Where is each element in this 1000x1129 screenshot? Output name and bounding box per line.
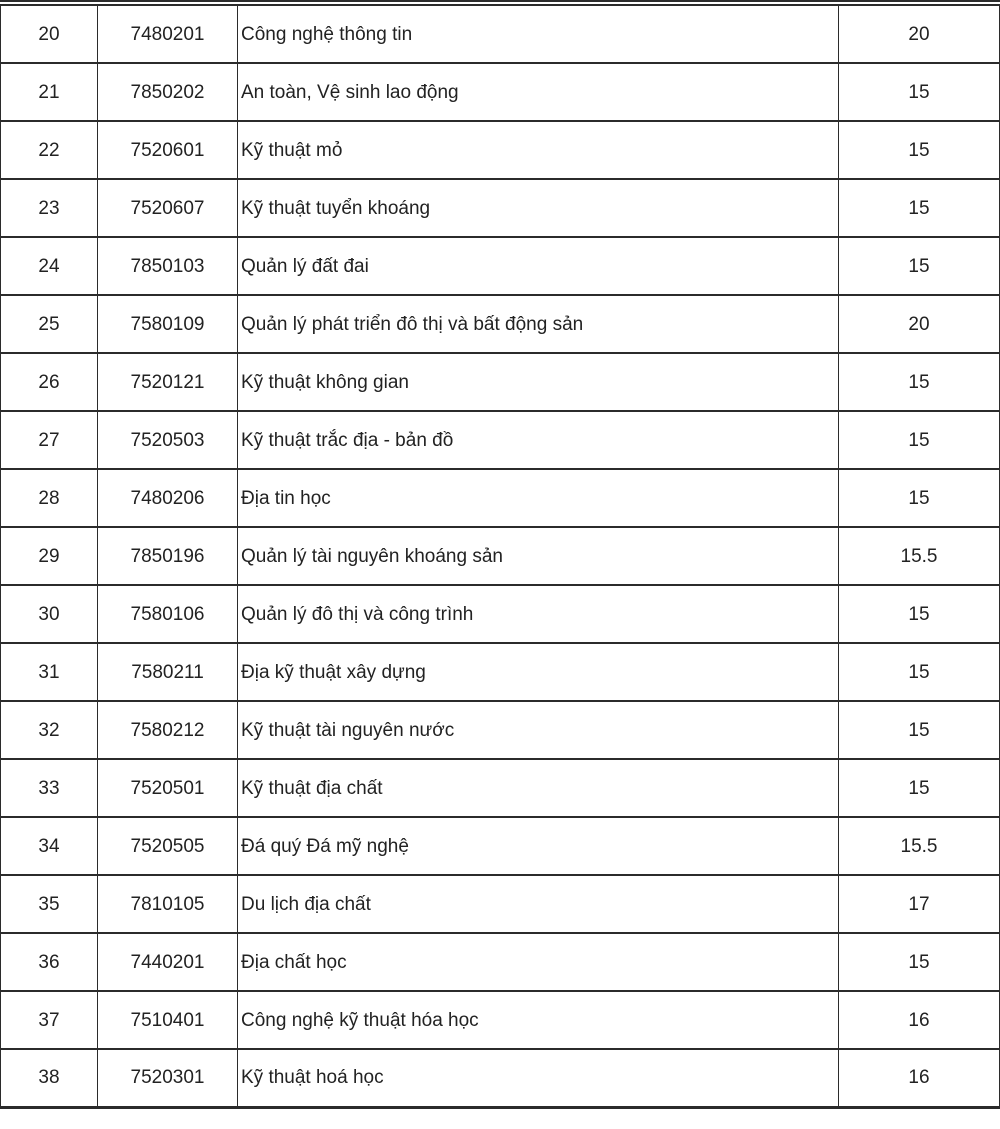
program-code: 7480206 [98, 469, 238, 527]
program-code: 7520505 [98, 817, 238, 875]
benchmark-score: 15 [839, 933, 1000, 991]
program-code: 7520301 [98, 1049, 238, 1107]
benchmark-score: 15 [839, 353, 1000, 411]
benchmark-score: 16 [839, 1049, 1000, 1107]
program-code: 7520121 [98, 353, 238, 411]
program-name: An toàn, Vệ sinh lao động [238, 63, 839, 121]
table-row [1, 643, 1000, 701]
row-number: 34 [1, 817, 98, 875]
table-row [1, 817, 1000, 875]
program-code: 7520607 [98, 179, 238, 237]
program-name: Công nghệ kỹ thuật hóa học [238, 991, 839, 1049]
row-number: 31 [1, 643, 98, 701]
table-row [1, 469, 1000, 527]
program-name: Quản lý đất đai [238, 237, 839, 295]
benchmark-score: 15.5 [839, 817, 1000, 875]
table-row [1, 1049, 1000, 1107]
program-name: Địa kỹ thuật xây dựng [238, 643, 839, 701]
row-number: 38 [1, 1049, 98, 1107]
table-row [1, 121, 1000, 179]
benchmark-score: 17 [839, 875, 1000, 933]
benchmark-score: 15 [839, 701, 1000, 759]
row-number: 28 [1, 469, 98, 527]
benchmark-score: 15.5 [839, 527, 1000, 585]
program-name: Kỹ thuật hoá học [238, 1049, 839, 1107]
program-code: 7850103 [98, 237, 238, 295]
row-number: 37 [1, 991, 98, 1049]
row-number: 32 [1, 701, 98, 759]
program-code: 7810105 [98, 875, 238, 933]
row-number: 29 [1, 527, 98, 585]
program-code: 7850196 [98, 527, 238, 585]
benchmark-score: 15 [839, 759, 1000, 817]
benchmark-score: 15 [839, 121, 1000, 179]
benchmark-score: 15 [839, 237, 1000, 295]
benchmark-score: 20 [839, 5, 1000, 63]
table-row [1, 701, 1000, 759]
program-code: 7580212 [98, 701, 238, 759]
program-name: Đá quý Đá mỹ nghệ [238, 817, 839, 875]
benchmark-score: 15 [839, 411, 1000, 469]
program-code: 7520501 [98, 759, 238, 817]
table-row [1, 237, 1000, 295]
table-row [1, 5, 1000, 63]
program-code: 7520601 [98, 121, 238, 179]
row-number: 27 [1, 411, 98, 469]
benchmark-score: 15 [839, 643, 1000, 701]
program-name: Kỹ thuật mỏ [238, 121, 839, 179]
program-code: 7440201 [98, 933, 238, 991]
program-code: 7580211 [98, 643, 238, 701]
benchmark-score: 15 [839, 63, 1000, 121]
row-number: 36 [1, 933, 98, 991]
program-code: 7580106 [98, 585, 238, 643]
program-code: 7480201 [98, 5, 238, 63]
program-name: Kỹ thuật trắc địa - bản đồ [238, 411, 839, 469]
row-number: 22 [1, 121, 98, 179]
benchmark-score: 16 [839, 991, 1000, 1049]
program-name: Địa tin học [238, 469, 839, 527]
row-number: 33 [1, 759, 98, 817]
program-name: Kỹ thuật tuyển khoáng [238, 179, 839, 237]
row-number: 23 [1, 179, 98, 237]
table-row [1, 933, 1000, 991]
benchmark-score: 20 [839, 295, 1000, 353]
benchmark-score: 15 [839, 179, 1000, 237]
row-number: 26 [1, 353, 98, 411]
program-name: Quản lý phát triển đô thị và bất động sản [238, 295, 839, 353]
program-code: 7510401 [98, 991, 238, 1049]
table-row [1, 295, 1000, 353]
table-row [1, 527, 1000, 585]
program-name: Du lịch địa chất [238, 875, 839, 933]
table-row [1, 759, 1000, 817]
program-name: Kỹ thuật tài nguyên nước [238, 701, 839, 759]
program-name: Địa chất học [238, 933, 839, 991]
table-row [1, 179, 1000, 237]
table-row [1, 353, 1000, 411]
row-number: 20 [1, 5, 98, 63]
program-name: Kỹ thuật địa chất [238, 759, 839, 817]
table-row [1, 411, 1000, 469]
program-code: 7580109 [98, 295, 238, 353]
table-row [1, 991, 1000, 1049]
program-code: 7520503 [98, 411, 238, 469]
row-number: 24 [1, 237, 98, 295]
row-number: 30 [1, 585, 98, 643]
program-code: 7850202 [98, 63, 238, 121]
table-body [1, 5, 1000, 1107]
benchmark-score: 15 [839, 469, 1000, 527]
program-name: Quản lý đô thị và công trình [238, 585, 839, 643]
table-row [1, 585, 1000, 643]
program-name: Kỹ thuật không gian [238, 353, 839, 411]
table-row [1, 875, 1000, 933]
table-row [1, 63, 1000, 121]
row-number: 25 [1, 295, 98, 353]
admission-score-table [0, 4, 1000, 1109]
row-number: 21 [1, 63, 98, 121]
benchmark-score: 15 [839, 585, 1000, 643]
row-number: 35 [1, 875, 98, 933]
program-name: Công nghệ thông tin [238, 5, 839, 63]
program-name: Quản lý tài nguyên khoáng sản [238, 527, 839, 585]
